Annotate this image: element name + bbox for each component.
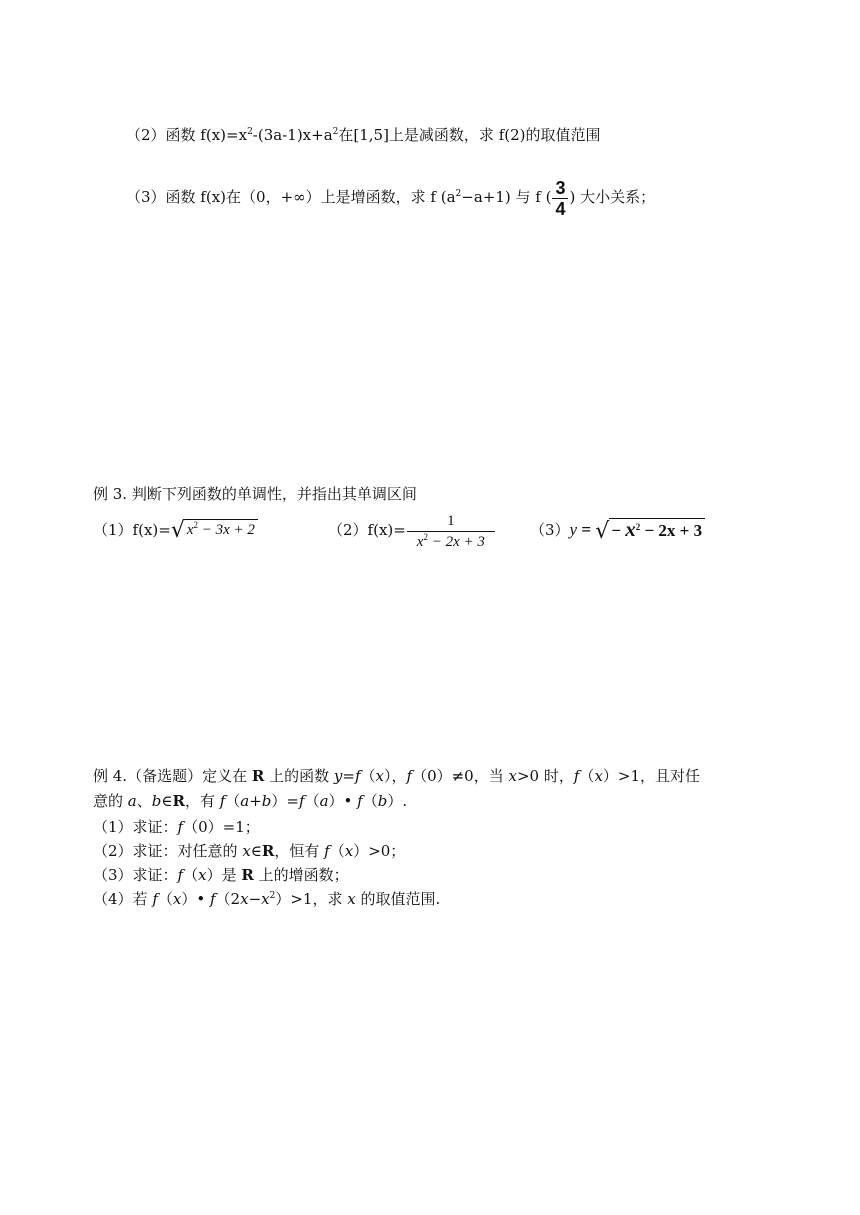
ex4-l1-t3: = (342, 767, 355, 785)
q2-x: x (242, 842, 251, 860)
q3-R: R (241, 866, 254, 884)
three-quarters-fraction (552, 178, 568, 219)
ex4-l2-t3: ∈ (161, 792, 173, 810)
item3-minus: − (611, 521, 626, 540)
item3-radical-icon: √ (595, 519, 610, 544)
q2-x2: x (344, 842, 354, 860)
q4-x3: x (261, 890, 270, 908)
sqrt-radical (171, 519, 258, 543)
part2-suffix: 在[1,5]上是减函数，求 f(2)的取值范围 (338, 126, 601, 144)
item3-label: （3） (530, 521, 570, 539)
ex4-l2-ab: a+b (240, 792, 272, 810)
q4-t5: − (248, 890, 262, 908)
item3-x: x (625, 517, 636, 541)
q2-t4: （ (329, 842, 345, 860)
ex4-l2-b: b (151, 792, 162, 810)
q3-t4: 上的增函数； (253, 866, 349, 884)
example3-item1 (93, 514, 258, 546)
ex4-l2-R: R (172, 792, 185, 810)
part3-mid: −a+1) 与 f ( (461, 188, 552, 206)
ex4-l2-t4: ，有 (184, 792, 220, 810)
q4-t1: （4）若 (93, 890, 153, 908)
ex4-l2-t9: （ (362, 792, 378, 810)
radical-sign-icon: √ (170, 518, 185, 543)
item2-fraction (407, 511, 495, 552)
q4-t6: ）>1，求 (275, 890, 348, 908)
item2-denominator (407, 531, 495, 552)
ex4-l1-t6: （0）≠0，当 (412, 767, 509, 785)
example4-line1 (93, 765, 700, 787)
q4-t4: （2 (215, 890, 241, 908)
q2-f: f (324, 842, 330, 860)
item3-exp: 2 (635, 522, 641, 532)
ex4-l1-t1: 例 4.（备选题）定义在 (93, 767, 252, 785)
part3-prefix: （3）函数 f(x)在（0，+∞）上是增函数，求 f (a (126, 188, 456, 206)
ex4-l1-t2: 上的函数 (264, 767, 334, 785)
part2-exp2: 2 (332, 127, 339, 137)
example3-item3 (530, 514, 705, 546)
ex4-l1-f3: f (573, 767, 580, 785)
denominator-x: x (416, 533, 424, 550)
q3-t3: ）是 (206, 866, 242, 884)
q2-t2: ∈ (250, 842, 262, 860)
ex4-l2-a2: a (319, 792, 329, 810)
ex4-l2-t1: 意的 (93, 792, 128, 810)
q1-t1: （1）求证： (93, 818, 178, 836)
ex4-l1-f1: f (354, 767, 361, 785)
example4-q3 (93, 864, 349, 886)
part3-line (126, 173, 655, 221)
q1-t2: （0）=1； (183, 818, 260, 836)
ex4-l2-t2: 、 (136, 792, 152, 810)
q4-t3: ）• (181, 890, 210, 908)
q2-t5: ）>0； (353, 842, 406, 860)
part2-exp1: 2 (247, 127, 253, 137)
part2-mid: -(3a-1)x+a (252, 126, 333, 144)
part2-line (126, 124, 601, 146)
example4-q1 (93, 816, 260, 838)
radicand-x: x (186, 522, 194, 538)
q2-t3: ，恒有 (274, 842, 325, 860)
item3-eq: = (577, 520, 596, 539)
q4-f2: f (209, 890, 216, 908)
radicand (185, 519, 258, 540)
ex4-l1-t8: （ (579, 767, 595, 785)
q4-exp: 2 (269, 891, 276, 901)
item2-label: （2）f(x)= (328, 521, 406, 539)
q2-R: R (261, 842, 275, 860)
example4-line2 (93, 790, 407, 812)
ex4-l2-f2: f (299, 792, 305, 810)
denominator-rest: − 2x + 3 (427, 533, 485, 550)
radicand-exp: 2 (193, 520, 199, 530)
ex4-l2-t8: ）• (328, 792, 358, 810)
ex4-l1-R: R (251, 767, 265, 785)
ex4-l2-f3: f (357, 792, 363, 810)
q4-t2: （ (157, 890, 173, 908)
ex4-l2-t5: （ (225, 792, 241, 810)
ex4-l1-t4: （ (360, 767, 376, 785)
example4-q4 (93, 888, 440, 910)
item1-label: （1）f(x)= (93, 521, 171, 539)
ex4-l1-t7: >0 时， (516, 767, 574, 785)
q3-f: f (177, 866, 184, 884)
fraction-denominator: 4 (552, 198, 568, 219)
ex4-l1-t9: ）>1，且对任 (602, 767, 701, 785)
q4-x2: x (240, 890, 249, 908)
q4-x4: x (347, 890, 356, 908)
q3-t2: （ (183, 866, 199, 884)
radicand-rest: − 3x + 2 (198, 522, 255, 538)
denominator-exp: 2 (423, 531, 428, 542)
ex4-l2-t7: （ (304, 792, 320, 810)
ex4-l1-f2: f (406, 767, 413, 785)
q2-t1: （2）求证：对任意的 (93, 842, 243, 860)
q3-t1: （3）求证： (93, 866, 178, 884)
q4-x1: x (172, 890, 182, 908)
part3-suffix: ) 大小关系； (569, 188, 656, 206)
part3-exp: 2 (455, 189, 462, 199)
item2-numerator: 1 (447, 512, 455, 529)
example3-title: 例 3. 判断下列函数的单调性，并指出其单调区间 (93, 485, 417, 503)
ex4-l1-x3: x (594, 767, 603, 785)
q4-t7: 的取值范围. (355, 890, 441, 908)
item3-radicand (609, 518, 705, 541)
item3-rest: − 2x + 3 (640, 521, 703, 540)
q3-x: x (198, 866, 207, 884)
ex4-l2-t10: ）. (387, 792, 408, 810)
ex4-l2-t6: ）= (271, 792, 299, 810)
fraction-numerator: 3 (555, 177, 566, 198)
ex4-l2-b2: b (377, 792, 388, 810)
q1-f: f (177, 818, 184, 836)
ex4-l2-f1: f (219, 792, 226, 810)
example4-q2 (93, 840, 405, 862)
q4-f1: f (152, 890, 158, 908)
example3-item2 (328, 508, 496, 552)
part2-prefix: （2）函数 f(x)=x (126, 126, 248, 144)
ex4-l2-a: a (127, 792, 137, 810)
ex4-l1-t5: ）， (383, 767, 407, 785)
ex4-l1-x2: x (508, 767, 517, 785)
ex4-l1-x1: x (375, 767, 384, 785)
ex4-l1-y: y (333, 767, 343, 785)
item3-y: y (569, 520, 578, 539)
item3-sqrt (595, 518, 705, 544)
